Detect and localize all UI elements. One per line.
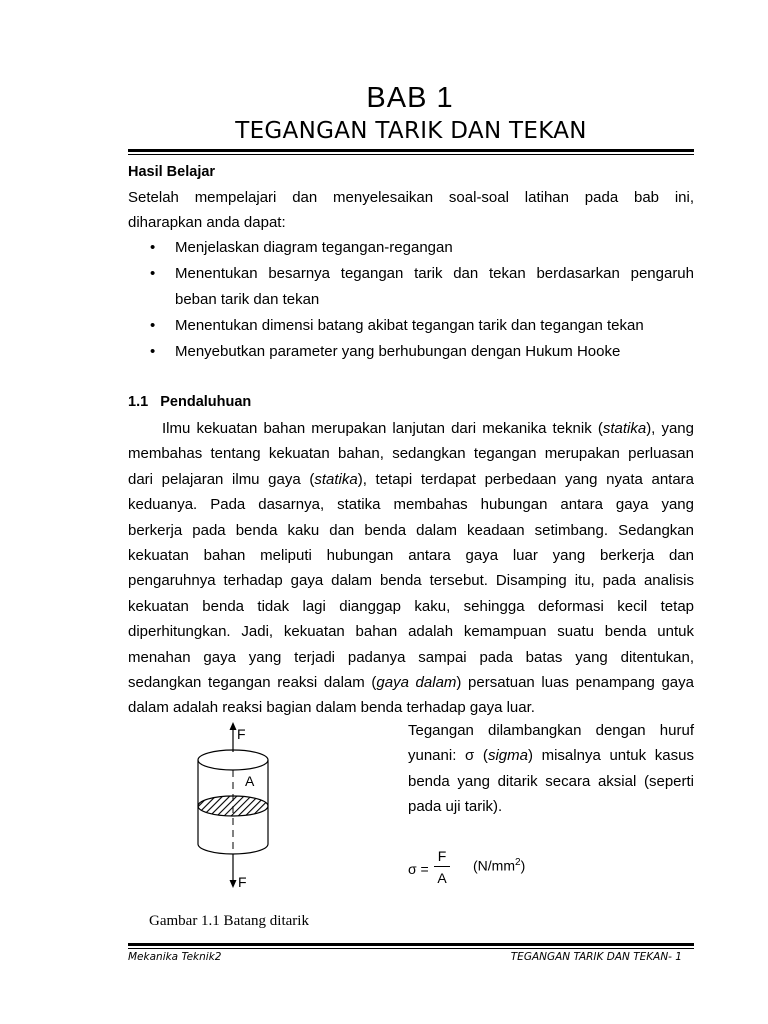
paragraph-line [408,773,694,791]
paragraph-line [128,572,694,590]
line-text: kekuatan benda tidak lagi dianggap kaku, sehingga deformasi kecil tetap [128,597,694,615]
line-text: menahan gaya yang terjadi padanya sampai pada batas yang ditentukan, [128,648,694,666]
line-text: keduanya. Pada dasarnya, statika membahas hubungan antara gaya yang [128,496,694,514]
paragraph-line [128,623,694,641]
line-text: dalam adalah reaksi bagian dalam benda terhadap gaya luar. [128,699,535,717]
formula-unit [473,857,525,874]
bullet-marker: • [150,239,156,256]
bullet-item-1: Menjelaskan diagram tegangan-regangan [175,239,453,256]
line-emphasis: statika [314,470,358,488]
line-emphasis: statika [602,420,647,437]
bullet-marker: • [150,343,156,360]
footer-chapter-page: TEGANGAN TARIK DAN TEKAN- 1 [510,951,682,963]
figure-caption: Gambar 1.1 Batang ditarik [149,913,309,929]
paragraph-line [128,445,694,463]
line-text-after: ) misalnya untuk kasus [527,747,694,765]
paragraph-line [128,649,694,667]
figure-label-force-top: F [237,726,246,742]
paragraph-line [128,547,694,565]
line-text: Tegangan dilambangkan dengan huruf [408,722,694,739]
figure-label-area: A [245,773,255,789]
paragraph-line [128,471,694,489]
footer-rule-thick [128,943,694,946]
figure-cylinder [190,722,290,892]
line-text-after: ) persatuan luas penampang gaya [456,674,694,691]
line-text: benda yang ditarik secara aksial (seperti [408,772,694,790]
bullet-item-4: Menyebutkan parameter yang berhubungan dengan Hukum Hooke [175,343,621,360]
line-text: kekuatan bahan meliputi hubungan antara gaya luar yang berkerja dan [128,547,694,564]
intro-line-1: Setelah mempelajari dan menyelesaikan soal-soal latihan pada bab ini, [128,189,694,206]
line-text: pengaruhnya terhadap gaya dalam benda tersebut. Disamping itu, pada analisis [128,572,694,590]
line-emphasis: sigma [487,747,528,765]
formula-numerator: F [437,848,447,864]
figure-label-force-bottom: F [238,874,247,890]
bullet-item-3: Menentukan dimensi batang akibat tegangan tarik dan tegangan tekan [175,317,644,334]
line-text: berkerja pada benda kaku dan benda dalam keadaan setimbang. Sedangkan [128,521,694,539]
intro-line-2: diharapkan anda dapat: [128,214,286,231]
line-text: pada uji tarik). [408,798,503,816]
line-text: diperhitungkan. Jadi, kekuatan bahan adalah kemampuan suatu benda untuk [128,623,694,641]
line-text: yunani: σ ( [408,747,488,765]
paragraph-line [408,798,694,816]
paragraph-line [128,496,694,514]
formula-unit-exponent: 2 [515,857,521,868]
formula-unit-text: (N/mm [473,857,515,874]
paragraph-line [128,598,694,616]
paragraph-line [162,420,694,438]
bullet-item-2: Menentukan besarnya tegangan tarik dan tekan berdasarkan pengaruh [175,265,694,282]
line-text: Ilmu kekuatan bahan merupakan lanjutan dari mekanika teknik ( [162,420,603,437]
title-rule-thick [128,149,694,152]
line-text-after: ), yang [646,420,694,437]
line-text: sedangkan tegangan reaksi dalam ( [128,674,377,691]
formula-unit-close: ) [520,857,526,874]
title-rule-thin [128,154,694,155]
chapter-number: BAB 1 [366,82,454,114]
paragraph-line [128,674,694,692]
fraction-bar [434,866,450,867]
line-text: membahas tentang kekuatan bahan, sedangkan tegangan merupakan perluasan [128,445,694,463]
formula-lhs: σ = [408,861,429,877]
section-heading-hasil-belajar: Hasil Belajar [128,164,216,180]
paragraph-line [408,747,694,765]
line-emphasis: gaya dalam [376,674,457,691]
line-text-after: ), tetapi terdapat perbedaan yang nyata antara [357,470,695,488]
line-text: dari pelajaran ilmu gaya ( [128,470,315,488]
paragraph-line [128,699,694,717]
bullet-marker: • [150,265,156,282]
chapter-title: TEGANGAN TARIK DAN TEKAN [235,118,587,144]
stress-formula [408,848,558,888]
footer-rule-thin [128,948,694,949]
formula-denominator: A [437,870,447,886]
paragraph-line [408,722,694,740]
section-heading-pendaluhuan: 1.1 Pendaluhuan [128,394,252,410]
bullet-item-2-cont: beban tarik dan tekan [175,291,320,308]
footer-book-title: Mekanika Teknik2 [128,951,222,963]
paragraph-line [128,522,694,540]
bullet-marker: • [150,317,156,334]
